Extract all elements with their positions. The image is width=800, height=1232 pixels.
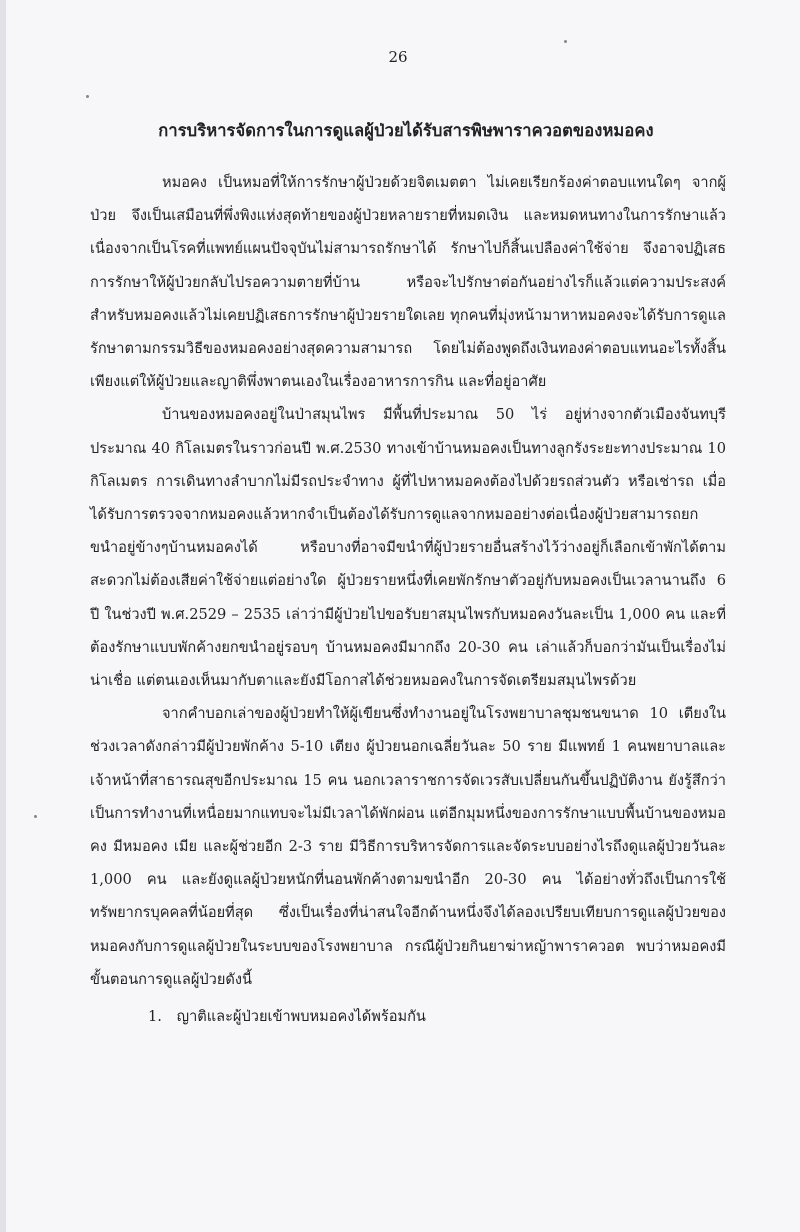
list-item-text: ญาติและผู้ป่วยเข้าพบหมอคงได้พร้อมกัน (176, 1008, 426, 1026)
scan-speck (86, 95, 89, 98)
paragraph-2: บ้านของหมอคงอยู่ในป่าสมุนไพร มีพื้นที่ประมาณ 50 ไร่ อยู่ห่างจากตัวเมืองจันทบุรีประมาณ 40 กิโลเมตรในราวก่อนปี พ.ศ.2530 ทางเข้าบ้านหมอคงเป็นทางลูกรังระยะทางประมาณ 10 กิโลเมตร การเดินทางลำบากไม่มีรถประจำทาง ผู้ที่ไปหาหมอคงต้องไปด้วยรถส่วนตัว หรือเช่ารถ เมื่อได้รับการตรวจจากหมอคงแล้วหากจำเป็นต้องได้รับการดูแลจากหมออย่างต่อเนื่องผู้ป่วยสามารถยกขนำอยู่ข้างๆบ้านหมอคงได้ หรือบางที่อาจมีขนำที่ผู้ป่วยรายอื่นสร้างไว้ว่างอยู่ก็เลือกเข้าพักได้ตามสะดวกไม่ต้องเสียค่าใช้จ่ายแต่อย่างใด ผู้ป่วยรายหนึ่งที่เคยพักรักษาตัวอยู่กับหมอคงเป็นเวลานานถึง 6 ปี ในช่วงปี พ.ศ.2529 – 2535 เล่าว่ามีผู้ป่วยไปขอรับยาสมุนไพรกับหมอคงวันละเป็น 1,000 คน และที่ต้องรักษาแบบพักค้างยกขนำอยู่รอบๆ บ้านหมอคงมีมากถึง 20-30 คน เล่าแล้วก็บอกว่ามันเป็นเรื่องไม่น่าเชื่อ แต่ตนเองเห็นมากับตาและยังมีโอกาสได้ช่วยหมอคงในการจัดเตรียมสมุนไพรด้วย (90, 406, 726, 690)
scan-speck (564, 40, 567, 43)
section-title: การบริหารจัดการในการดูแลผู้ป่วยได้รับสารพิษพาราควอตของหมอคง (158, 121, 654, 140)
paragraph-3: จากคำบอกเล่าของผู้ป่วยทำให้ผู้เขียนซึ่งทำงานอยู่ในโรงพยาบาลชุมชนขนาด 10 เตียงในช่วงเวลาดังกล่าวมีผู้ป่วยพักค้าง 5-10 เตียง ผู้ป่วยนอกเฉลี่ยวันละ 50 ราย มีแพทย์ 1 คนพยาบาลและเจ้าหน้าที่สาธารณสุขอีกประมาณ 15 คน นอกเวลาราชการจัดเวรสับเปลี่ยนกันขึ้นปฏิบัติงาน ยังรู้สึกว่าเป็นการทำงานที่เหนื่อยมากแทบจะไม่มีเวลาได้พักผ่อน แต่อีกมุมหนึ่งของการรักษาแบบพื้นบ้านของหมอคง มีหมอคง เมีย และผู้ช่วยอีก 2-3 ราย มีวิธีการบริหารจัดการและจัดระบบอย่างไรถึงดูแลผู้ป่วยวันละ 1,000 คน และยังดูแลผู้ป่วยหนักที่นอนพักค้างตามขนำอีก 20-30 คน ได้อย่างทั่วถึงเป็นการใช้ทรัพยากรบุคคลที่น้อยที่สุด ซึ่งเป็นเรื่องที่น่าสนใจอีกด้านหนึ่งจึงได้ลองเปรียบเทียบการดูแลผู้ป่วยของหมอคงกับการดูแลผู้ป่วยในระบบของโรงพยาบาล กรณีผู้ป่วยกินยาฆ่าหญ้าพาราควอต พบว่าหมอคงมีขั้นตอนการดูแลผู้ป่วยดังนี้ (90, 705, 726, 988)
scan-speck (34, 815, 37, 818)
numbered-list (90, 1000, 726, 1033)
paragraph-1: หมอคง เป็นหมอที่ให้การรักษาผู้ป่วยด้วยจิตเมตตา ไม่เคยเรียกร้องค่าตอบแทนใดๆ จากผู้ป่วย จึงเป็นเสมือนที่พึ่งพิงแห่งสุดท้ายของผู้ป่วยหลายรายที่หมดเงิน และหมดหนทางในการรักษาแล้ว เนื่องจากเป็นโรคที่แพทย์แผนปัจจุบันไม่สามารถรักษาได้ รักษาไปก็สิ้นเปลืองค่าใช้จ่าย จึงอาจปฏิเสธการรักษาให้ผู้ป่วยกลับไปรอความตายที่บ้าน หรือจะไปรักษาต่อกันอย่างไรก็แล้วแต่ความประสงค์ สำหรับหมอคงแล้วไม่เคยปฏิเสธการรักษาผู้ป่วยรายใดเลย ทุกคนที่มุ่งหน้ามาหาหมอคงจะได้รับการดูแลรักษาตามกรรมวิธีของหมอคงอย่างสุดความสามารถ โดยไม่ต้องพูดถึงเงินทองค่าตอบแทนอะไรทั้งสิ้น เพียงแต่ให้ผู้ป่วยและญาติพึ่งพาตนเองในเรื่องอาหารการกิน และที่อยู่อาศัย (90, 174, 726, 391)
list-item-number: 1. (148, 1008, 162, 1026)
page-number: 26 (388, 48, 408, 66)
body-text (90, 166, 726, 1033)
list-item (148, 1000, 726, 1033)
